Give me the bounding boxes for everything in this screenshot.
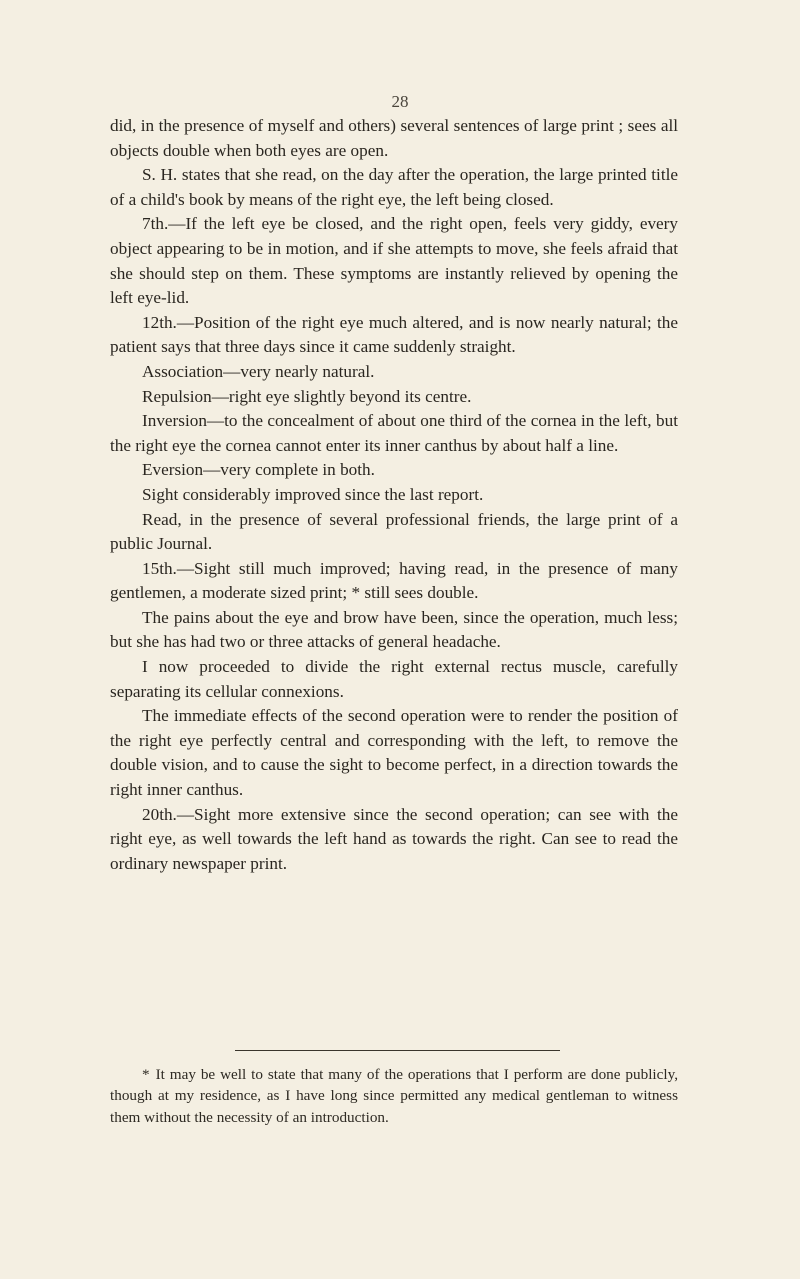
paragraph: 12th.—Position of the right eye much altered, and is now nearly natural; the patient says that three days since it came suddenly straight. xyxy=(110,312,678,357)
body-text xyxy=(110,114,678,876)
paragraph: 20th.—Sight more extensive since the second operation; can see with the right eye, as well towards the left hand as towards the right. Can see to read the ordinary newspaper print. xyxy=(110,804,678,873)
footnote-text: It may be well to state that many of the operations that I perform are done publicly, though at my residence, as I have long since permitted any medical gentleman to witness them without the necessity of an introduction. xyxy=(110,1066,678,1126)
page-number: 28 xyxy=(391,92,409,111)
footnote-marker: * xyxy=(142,1066,150,1083)
paragraph: Inversion—to the concealment of about one third of the cornea in the left, but the right eye the cornea cannot enter its inner canthus by about half a line. xyxy=(110,411,678,455)
paragraph: The pains about the eye and brow have been, since the operation, much less; but she has had two or three attacks of general headache. xyxy=(110,607,678,652)
paragraph: 7th.—If the left eye be closed, and the right open, feels very giddy, every object appearing to be in motion, and if she attempts to move, she feels afraid that she should step on them. These symptoms are instantly relieved by opening the left eye-lid. xyxy=(110,214,678,308)
paragraph: Repulsion—right eye slightly beyond its centre. xyxy=(142,386,472,406)
paragraph: S. H. states that she read, on the day after the operation, the large printed title of a child's book by means of the right eye, the left being closed. xyxy=(110,165,678,209)
footnote xyxy=(110,1064,678,1128)
paragraph-continued: did, in the presence of myself and others) several sentences of large print ; sees all objects double when both eyes are open. xyxy=(110,116,678,160)
paragraph: 15th.—Sight still much improved; having read, in the presence of many gentlemen, a moderate sized print; * still sees double. xyxy=(110,558,678,603)
paragraph: The immediate effects of the second operation were to render the position of the right eye perfectly central and corresponding with the left, to remove the double vision, and to cause the sight to become perfect, in a direction towards the right inner canthus. xyxy=(110,706,678,800)
paragraph: Eversion—very complete in both. xyxy=(142,460,375,480)
footnote-divider xyxy=(235,1050,560,1051)
paragraph: Read, in the presence of several professional friends, the large print of a public Journal. xyxy=(110,509,678,554)
paragraph: I now proceeded to divide the right external rectus muscle, carefully separating its cellular connexions. xyxy=(110,657,678,701)
paragraph: Association—very nearly natural. xyxy=(142,361,375,381)
paragraph: Sight considerably improved since the last report. xyxy=(142,484,484,504)
